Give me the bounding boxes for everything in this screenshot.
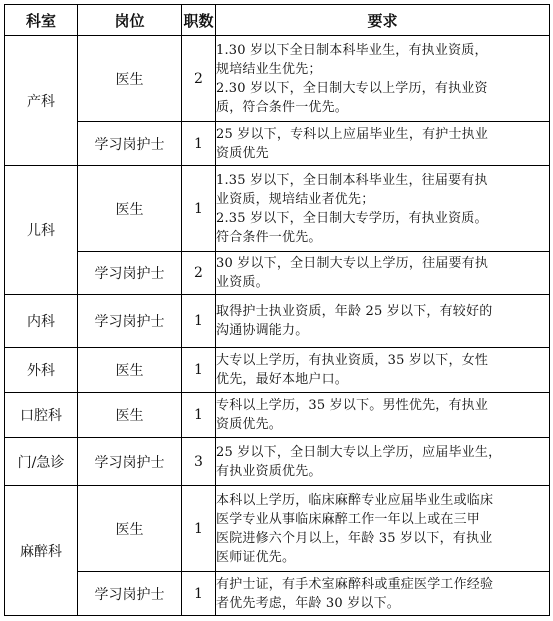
count-cell: 1 — [182, 393, 216, 438]
requirements-cell — [216, 348, 550, 393]
requirements-cell — [216, 36, 550, 122]
table-row — [5, 348, 550, 393]
position-cell: 医生 — [78, 166, 182, 252]
count-cell: 3 — [182, 438, 216, 486]
requirement-line: 符合条件一优先。 — [216, 229, 322, 245]
department-cell: 外科 — [5, 348, 78, 393]
requirement-line: 25 岁以下，全日制大专以上学历，应届毕业生， — [216, 444, 502, 460]
table-row — [5, 486, 550, 572]
department-cell: 儿科 — [5, 166, 78, 295]
requirement-line: 资质优先 — [216, 145, 269, 161]
requirement-line: 业资质。 — [216, 275, 269, 290]
requirement-line: 专科以上学历，35 岁以下。男性优先，有执业 — [216, 398, 489, 413]
department-cell: 内科 — [5, 295, 78, 348]
position-cell: 学习岗护士 — [78, 438, 182, 486]
requirement-line: 医学专业从事临床麻醉工作一年以上或在三甲 — [216, 511, 481, 527]
requirement-line: 取得护士执业资质，年龄 25 岁以下，有较好的 — [216, 304, 493, 319]
requirements-cell — [216, 438, 550, 486]
requirement-line: 质，符合条件一优先。 — [216, 99, 349, 115]
requirement-line: 25 岁以下，专科以上应届毕业生，有护士执业 — [216, 126, 489, 142]
table-row — [5, 166, 550, 252]
department-cell: 口腔科 — [5, 393, 78, 438]
department-cell: 门/急诊 — [5, 438, 78, 486]
requirement-line: 规培结业生优先； — [216, 61, 322, 77]
requirement-line: 优先，最好本地户口。 — [216, 372, 349, 387]
count-cell: 1 — [182, 486, 216, 572]
header-department: 科室 — [5, 5, 78, 36]
requirements-cell — [216, 252, 550, 295]
requirement-line: 资质优先。 — [216, 417, 283, 432]
header-requirements: 要求 — [216, 5, 550, 36]
requirement-line: 1.30 岁以下全日制本科毕业生，有执业资质， — [216, 42, 488, 58]
requirements-cell — [216, 295, 550, 348]
requirement-line: 30 岁以下，全日制大专以上学历，往届要有执 — [216, 256, 489, 271]
requirements-cell — [216, 122, 550, 166]
table-row — [5, 122, 550, 166]
count-cell: 1 — [182, 295, 216, 348]
department-cell: 麻醉科 — [5, 486, 78, 616]
requirement-line: 1.35 岁以下，全日制本科毕业生，往届要有执 — [216, 172, 488, 188]
count-cell: 2 — [182, 252, 216, 295]
table-row — [5, 572, 550, 616]
requirement-line: 2.30 岁以下，全日制大专以上学历，有执业资 — [216, 80, 488, 96]
requirement-line: 医师证优先。 — [216, 549, 296, 565]
requirement-line: 有护士证，有手术室麻醉科或重症医学工作经验 — [216, 576, 494, 592]
requirements-cell — [216, 393, 550, 438]
requirement-line: 有执业资质优先。 — [216, 463, 322, 479]
requirements-cell — [216, 166, 550, 252]
header-row — [5, 5, 550, 36]
header-count: 职数 — [182, 5, 216, 36]
position-cell: 学习岗护士 — [78, 572, 182, 616]
count-cell: 1 — [182, 572, 216, 616]
position-cell: 学习岗护士 — [78, 122, 182, 166]
requirement-line: 沟通协调能力。 — [216, 323, 309, 338]
requirement-line: 大专以上学历，有执业资质，35 岁以下，女性 — [216, 353, 489, 368]
position-cell: 医生 — [78, 393, 182, 438]
requirement-line: 2.35 岁以下，全日制大专学历，有执业资质。 — [216, 210, 488, 226]
position-cell: 学习岗护士 — [78, 295, 182, 348]
requirement-line: 本科以上学历，临床麻醉专业应届毕业生或临床 — [216, 492, 494, 508]
table-row — [5, 295, 550, 348]
table-row — [5, 393, 550, 438]
position-cell: 医生 — [78, 36, 182, 122]
table-row — [5, 438, 550, 486]
position-cell: 医生 — [78, 486, 182, 572]
table-row — [5, 252, 550, 295]
count-cell: 1 — [182, 166, 216, 252]
position-cell: 医生 — [78, 348, 182, 393]
recruitment-table — [4, 4, 550, 616]
requirement-line: 者优先考虑，年龄 30 岁以下。 — [216, 595, 401, 611]
count-cell: 1 — [182, 348, 216, 393]
requirement-line: 医院进修六个月以上，年龄 35 岁以下，有执业 — [216, 530, 493, 546]
table-row — [5, 36, 550, 122]
requirement-line: 业资质，规培结业者优先； — [216, 191, 375, 207]
count-cell: 1 — [182, 122, 216, 166]
header-position: 岗位 — [78, 5, 182, 36]
position-cell: 学习岗护士 — [78, 252, 182, 295]
requirements-cell — [216, 486, 550, 572]
department-cell: 产科 — [5, 36, 78, 166]
requirements-cell — [216, 572, 550, 616]
count-cell: 2 — [182, 36, 216, 122]
